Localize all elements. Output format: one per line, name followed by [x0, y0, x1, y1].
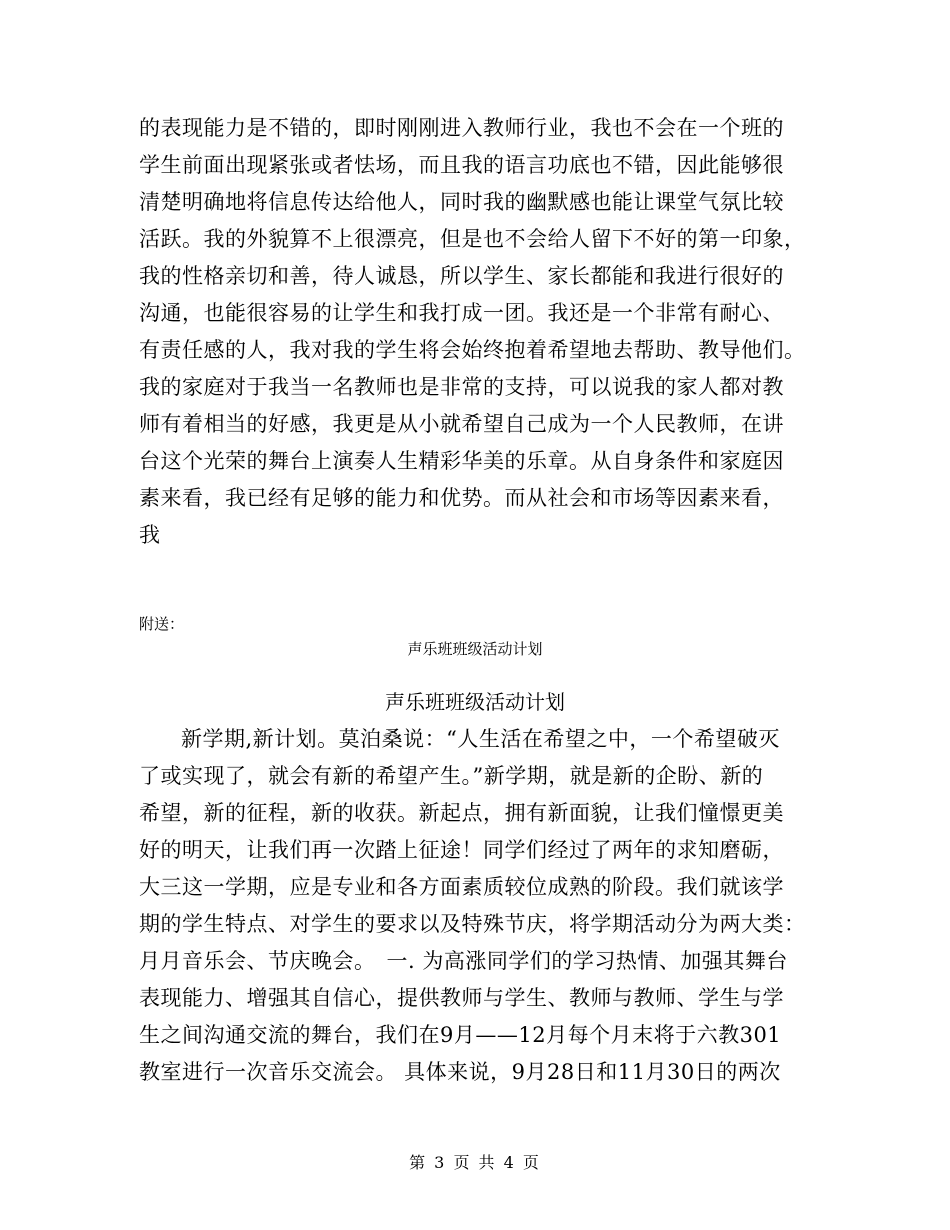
- paragraph-line: 我: [139, 523, 161, 547]
- section-subtitle: 声乐班班级活动计划: [407, 640, 543, 658]
- paragraph-line: 清楚明确地将信息传达给他人，同时我的幽默感也能让课堂气氛比较: [139, 190, 784, 214]
- paragraph-line: 我的性格亲切和善，待人诚恳，所以学生、家长都能和我进行很好的: [139, 264, 784, 288]
- paragraph-line: 有责任感的人，我对我的学生将会始终抱着希望地去帮助、教导他们。: [139, 338, 806, 362]
- appendix-label: 附送：: [139, 615, 185, 633]
- paragraph-line: 教室进行一次音乐交流会。 具体来说，9月28日和11月30日的两次: [139, 1060, 781, 1084]
- paragraph-line: 沟通，也能很容易的让学生和我打成一团。我还是一个非常有耐心、: [139, 301, 784, 325]
- paragraph-line: 师有着相当的好感，我更是从小就希望自己成为一个人民教师，在讲: [139, 412, 784, 436]
- paragraph-line: 素来看，我已经有足够的能力和优势。而从社会和市场等因素来看，: [139, 486, 784, 510]
- paragraph-line: 月月音乐会、节庆晚会。 一. 为高涨同学们的学习热情、加强其舞台: [139, 949, 788, 973]
- section-title: 声乐班班级活动计划: [385, 690, 565, 714]
- paragraph-line: 了或实现了，就会有新的希望产生。”新学期，就是新的企盼、新的: [139, 764, 764, 788]
- paragraph-line: 学生前面出现紧张或者怯场，而且我的语言功底也不错，因此能够很: [139, 153, 784, 177]
- page-footer: 第 3 页 共 4 页: [409, 1153, 541, 1172]
- paragraph-line: 表现能力、增强其自信心，提供教师与学生、教师与教师、学生与学: [139, 986, 784, 1010]
- paragraph-line: 我的家庭对于我当一名教师也是非常的支持，可以说我的家人都对教: [139, 375, 784, 399]
- paragraph-line: 期的学生特点、对学生的要求以及特殊节庆，将学期活动分为两大类：: [139, 912, 806, 936]
- paragraph-line: 活跃。我的外貌算不上很漂亮，但是也不会给人留下不好的第一印象，: [139, 227, 806, 251]
- paragraph-line: 希望，新的征程，新的收获。新起点，拥有新面貌，让我们憧憬更美: [139, 801, 784, 825]
- paragraph-line: 大三这一学期，应是专业和各方面素质较位成熟的阶段。我们就该学: [139, 875, 784, 899]
- paragraph-line: 新学期,新计划。莫泊桑说：“人生活在希望之中，一个希望破灭: [181, 727, 780, 751]
- paragraph-line: 台这个光荣的舞台上演奏人生精彩华美的乐章。从自身条件和家庭因: [139, 449, 784, 473]
- paragraph-line: 好的明天，让我们再一次踏上征途！同学们经过了两年的求知磨砺，: [139, 838, 784, 862]
- paragraph-line: 的表现能力是不错的，即时刚刚进入教师行业，我也不会在一个班的: [139, 116, 784, 140]
- paragraph-line: 生之间沟通交流的舞台，我们在9月——12月每个月末将于六教301: [139, 1023, 782, 1047]
